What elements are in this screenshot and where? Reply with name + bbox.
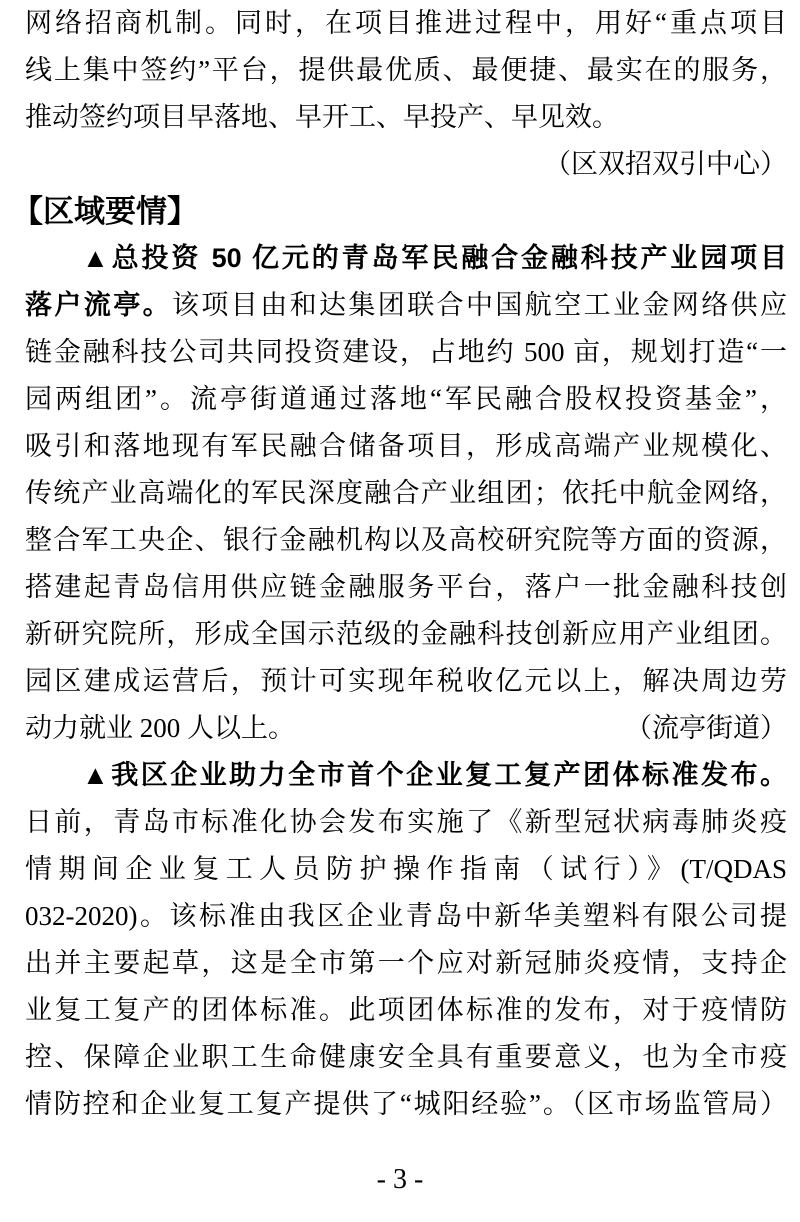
paragraph3-line8 (25, 1081, 787, 1128)
body-text: 控、保障企业职工生命健康安全具有重要意义，也为全市疫 (25, 1042, 787, 1072)
paragraph3-line2 (25, 799, 787, 846)
body-text: 网络招商机制。同时，在项目推进过程中，用好“重点项目 (25, 8, 787, 38)
paragraph3-line3 (25, 846, 787, 893)
paragraph2-line7 (25, 517, 787, 564)
paragraph1-line2 (25, 47, 787, 94)
paragraph3-line6 (25, 987, 787, 1034)
body-text: 情期间企业复工人员防护操作指南（试行）》(T/QDAS (25, 854, 787, 884)
body-text: 该项目由和达集团联合中国航空工业金网络供应 (172, 290, 787, 320)
paragraph2-line5 (25, 423, 787, 470)
paragraph2-line9 (25, 611, 787, 658)
paragraph2-line6 (25, 470, 787, 517)
headline-bold-text: ▲总投资 50 亿元的青岛军民融合金融科技产业园项目 (82, 243, 787, 273)
paragraph3-line7 (25, 1034, 787, 1081)
body-text: 链金融科技公司共同投资建设，占地约 500 亩，规划打造“一 (25, 337, 787, 367)
body-text: 业复工复产的团体标准。此项团体标准的发布，对于疫情防 (25, 995, 787, 1025)
page-number: - 3 - (376, 1164, 424, 1195)
attribution-text: （区双招双引中心） (544, 149, 787, 179)
section-heading-text: 【区域要情】 (12, 194, 198, 229)
paragraph2-line2 (25, 282, 787, 329)
body-text: 032-2020)。该标准由我区企业青岛中新华美塑料有限公司提 (25, 901, 787, 931)
paragraph3-line4 (25, 893, 787, 940)
body-text: 整合军工央企、银行金融机构以及高校研究院等方面的资源， (25, 525, 787, 555)
body-text: 日前，青岛市标准化协会发布实施了《新型冠状病毒肺炎疫 (25, 807, 787, 837)
body-text: 园两组团”。流亭街道通过落地“军民融合股权投资基金”， (25, 384, 787, 414)
headline-bold-text: 落户流亭。 (25, 290, 172, 320)
body-text: 园区建成运营后，预计可实现年税收亿元以上，解决周边劳 (25, 666, 787, 696)
paragraph2-line10 (25, 658, 787, 705)
paragraph1-line1 (25, 0, 787, 47)
attribution-text: （流亭街道） (625, 713, 787, 743)
paragraph2-line8 (25, 564, 787, 611)
body-text: 吸引和落地现有军民融合储备项目，形成高端产业规模化、 (25, 431, 787, 461)
paragraph3-line5 (25, 940, 787, 987)
body-text: 推动签约项目早落地、早开工、早投产、早见效。 (25, 102, 619, 132)
paragraph1-line3 (25, 94, 787, 141)
body-text: 线上集中签约”平台，提供最优质、最便捷、最实在的服务， (25, 55, 787, 85)
paragraph2-line4 (25, 376, 787, 423)
body-text: 情防控和企业复工复产提供了“城阳经验”。（区市场监管局） (25, 1089, 787, 1119)
paragraph2-line3 (25, 329, 787, 376)
body-text: 搭建起青岛信用供应链金融服务平台，落户一批金融科技创 (25, 572, 787, 602)
paragraph2-line1 (25, 235, 787, 282)
page-body (12, 0, 787, 1128)
section-heading (12, 188, 787, 235)
body-text: 动力就业 200 人以上。 (25, 713, 295, 743)
body-text: 传统产业高端化的军民深度融合产业组团；依托中航金网络， (25, 478, 787, 508)
headline-bold-text: ▲我区企业助力全市首个企业复工复产团体标准发布。 (82, 760, 787, 790)
body-text: 出并主要起草，这是全市第一个应对新冠肺炎疫情，支持企 (25, 948, 787, 978)
paragraph2-line11 (25, 705, 787, 752)
body-text: 新研究院所，形成全国示范级的金融科技创新应用产业组团。 (25, 619, 787, 649)
attribution-source (25, 141, 787, 188)
paragraph3-line1 (25, 752, 787, 799)
